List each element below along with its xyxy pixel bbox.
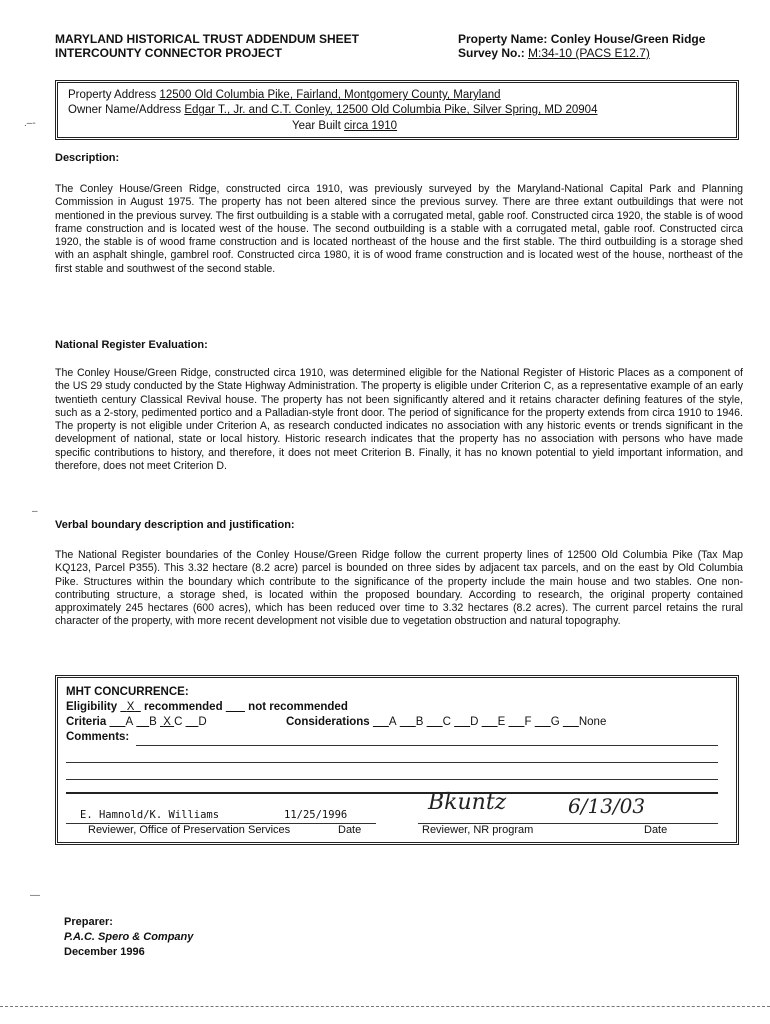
description-text: The Conley House/Green Ridge, constructed circa 1910, was previously surveyed by the Maryland-National Capital Park and Planning Commission in August 1975. The property has not been altered since the previous survey. There are three extant outbuildings that were not mentioned in the previous survey. The first outbuilding is a stable with a corrugated metal, gable roof. Constructed circa 1920, the stable is of wood frame construction and is located west of the house. The second outbuilding is a stable with a corrugated metal, gable roof. Constructed circa 1920, the stable is of wood frame construction and is located northeast of the house and the first stable. The third outbuilding is a storage shed with an asphalt shingle, gambrel roof. Constructed circa 1980, it is of wood frame construction and is located west of the house, northeast of the first stable and southwest of the second stable. xyxy=(55,183,743,275)
description-heading: Description: xyxy=(55,152,120,164)
property-name-label: Property Name: xyxy=(458,32,548,46)
property-name-value: Conley House/Green Ridge xyxy=(550,32,706,46)
boundary-heading: Verbal boundary description and justification: xyxy=(55,519,295,531)
recommended-label: recommended xyxy=(143,701,223,713)
criteria-label: Criteria xyxy=(66,716,107,728)
header-title-1: MARYLAND HISTORICAL TRUST ADDENDUM SHEET xyxy=(55,32,360,46)
margin-mark: .–- xyxy=(24,118,36,129)
not-recommended-label: not recommended xyxy=(248,701,348,713)
cons-g: G xyxy=(550,716,560,728)
nr-evaluation-text: The Conley House/Green Ridge, constructed circa 1910, was determined eligible for the National Register of Historic Places as a component of the US 29 study conducted by the State Highway Administration. The property is eligible under Criterion C, as a representative example of an early twentieth century Classical Revival house. The property has not been significantly altered and it retains character defining features of the style, such as a 2-story, pedimented portico and a Palladian-style front door. The period of significance for the property extends from circa 1910 to 1946. The property is not eligible under Criterion A, as research conducted indicates no association with any historic events or trends significant in the development of national, state or local history. Historic research indicates that the property has no association with persons who have made specific contributions to history, and therefore, it does not meet Criterion B. Finally, it has no known potential to yield important information, and therefore, does not meet Criterion D. xyxy=(55,367,743,473)
nr-evaluation-heading: National Register Evaluation: xyxy=(55,339,208,351)
owner-line xyxy=(68,103,597,118)
cons-none: None xyxy=(578,716,607,728)
mht-concurrence-box xyxy=(55,675,739,845)
scan-edge xyxy=(0,1006,770,1007)
preparer-label: Preparer: xyxy=(64,916,113,928)
owner-label: Owner Name/Address xyxy=(68,104,182,116)
cons-b: B xyxy=(415,716,424,728)
comments-line-3 xyxy=(66,779,718,780)
nr-signature: Bkuntz xyxy=(428,790,507,815)
nr-date-label: Date xyxy=(644,824,668,836)
cons-e: E xyxy=(497,716,506,728)
owner-value: Edgar T., Jr. and C.T. Conley, 12500 Old Columbia Pike, Silver Spring, MD 20904 xyxy=(184,104,598,116)
survey-label: Survey No.: xyxy=(458,46,525,60)
reviewer-label: Reviewer, Office of Preservation Services xyxy=(88,824,291,836)
comments-line-1 xyxy=(136,745,718,746)
reviewer-date-label: Date xyxy=(338,824,362,836)
criteria-row xyxy=(66,716,207,728)
considerations-label: Considerations xyxy=(286,716,370,728)
criteria-c: C xyxy=(174,716,183,728)
margin-mark-2: – xyxy=(32,506,38,517)
concurrence-title: MHT CONCURRENCE: xyxy=(66,686,189,698)
nr-date: 6/13/03 xyxy=(568,794,646,818)
comments-line-2 xyxy=(66,762,718,763)
comments-label: Comments: xyxy=(66,731,130,743)
header-title-2: INTERCOUNTY CONNECTOR PROJECT xyxy=(55,46,282,60)
survey-value: M:34-10 (PACS E12.7) xyxy=(528,46,650,60)
nr-label: Reviewer, NR program xyxy=(422,824,534,836)
cons-c: C xyxy=(442,716,451,728)
eligibility-mark: X xyxy=(126,701,135,713)
address-value: 12500 Old Columbia Pike, Fairland, Montgomery County, Maryland xyxy=(159,89,501,101)
criteria-b: B xyxy=(149,716,157,728)
criteria-a: A xyxy=(125,716,134,728)
address-line xyxy=(68,88,501,103)
margin-mark-3: — xyxy=(30,890,40,901)
survey-number xyxy=(458,46,650,60)
year-label: Year Built xyxy=(292,120,341,132)
cons-f: F xyxy=(524,716,532,728)
address-label: Property Address xyxy=(68,89,157,101)
considerations-row xyxy=(286,716,606,728)
reviewer-date: 11/25/1996 xyxy=(284,809,348,821)
boundary-text: The National Register boundaries of the Conley House/Green Ridge follow the current property lines of 12500 Old Columbia Pike (Tax Map KQ123, Parcel P355). This 3.32 hectare (8.2 acre) parcel is bounded on three sides by adjacent tax parcels, and on the east by Old Columbia Pike. Structures within the boundary which contribute to the significance of the property include the main house and two stables. One non-contributing structure, a storage shed, is located within the proposed boundary. According to research, the original property contained approximately 245 hectares (600 acres), which has been reduced over time to 3.32 hectares (8.2 acres). The current parcel retains the rural character of the property, with more recent development not visible due to vegetation obstruction and natural topography. xyxy=(55,549,743,628)
year-line xyxy=(292,119,397,134)
reviewer-name: E. Hamnold/K. Williams xyxy=(80,809,220,821)
eligibility-row xyxy=(66,701,348,713)
year-value: circa 1910 xyxy=(344,120,398,132)
preparer-date: December 1996 xyxy=(64,946,145,958)
criteria-d: D xyxy=(198,716,207,728)
criteria-mark: X xyxy=(163,716,171,728)
property-name xyxy=(458,32,705,46)
eligibility-label: Eligibility xyxy=(66,701,118,713)
cons-d: D xyxy=(470,716,479,728)
property-info-box xyxy=(55,80,739,140)
cons-a: A xyxy=(388,716,397,728)
preparer-company: P.A.C. Spero & Company xyxy=(64,931,194,943)
